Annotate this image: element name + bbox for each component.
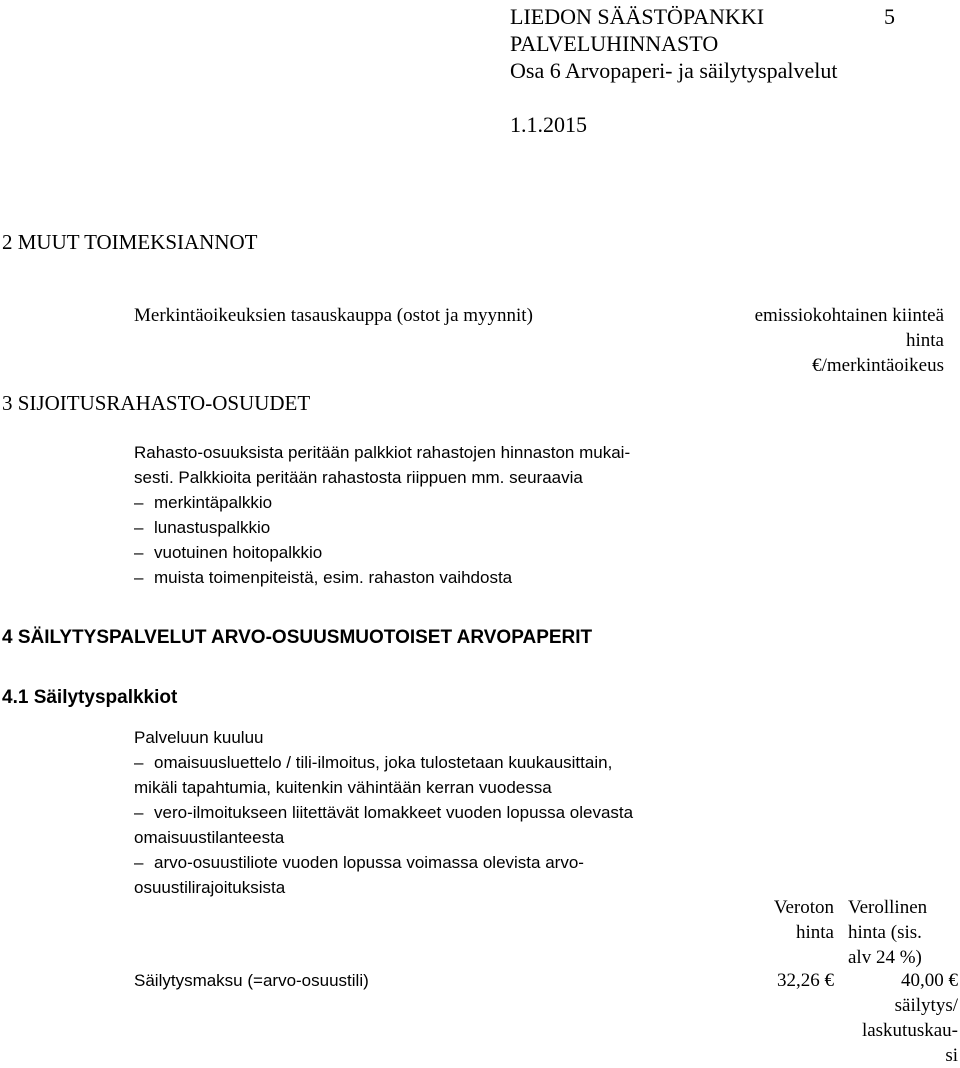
price-line: €/merkintäoikeus [812, 355, 944, 376]
dash-marker: – [134, 853, 144, 872]
document-title: PALVELUHINNASTO [510, 31, 719, 56]
list-item-text: omaisuustilanteesta [134, 828, 285, 847]
row-note [840, 993, 958, 1068]
section-4-heading: 4 SÄILYTYSPALVELUT ARVO-OSUUSMUOTOISET ARVOPAPERIT [2, 627, 593, 648]
list-item-text: merkintäpalkkio [154, 493, 273, 512]
header-line: hinta [796, 922, 834, 943]
header-line: hinta (sis. [848, 922, 922, 943]
dash-marker: – [134, 518, 144, 537]
paragraph-line: Rahasto-osuuksista peritään palkkiot rahastojen hinnaston mukai- [134, 443, 631, 462]
part-title: Osa 6 Arvopaperi- ja säilytyspalvelut [510, 58, 838, 83]
list-item-text: osuustilirajoituksista [134, 878, 286, 897]
list-item [134, 565, 630, 590]
list-item-text: muista toimenpiteistä, esim. rahaston vaihdosta [154, 568, 513, 587]
list-item [134, 490, 630, 515]
section-2-item-price [640, 303, 944, 378]
dash-marker: – [134, 803, 144, 822]
section-2-heading: 2 MUUT TOIMEKSIANNOT [2, 230, 258, 254]
bank-name: LIEDON SÄÄSTÖPANKKI [510, 4, 765, 29]
note-line: si [945, 1045, 958, 1066]
col-header-veroton [740, 895, 834, 945]
price-line: emissiokohtainen kiinteä [754, 305, 944, 326]
price-line: hinta [906, 330, 944, 351]
list-item [134, 515, 630, 540]
row-label: Säilytysmaksu (=arvo-osuustili) [134, 971, 369, 990]
list-item [134, 800, 633, 825]
list-item-text: omaisuusluettelo / tili-ilmoitus, joka tulostetaan kuukausittain, [154, 753, 613, 772]
list-item [134, 850, 633, 875]
note-line: laskutuskau- [861, 1020, 958, 1041]
list-item-text: lunastuspalkkio [154, 518, 271, 537]
list-item-text: vuotuinen hoitopalkkio [154, 543, 323, 562]
list-item-text: arvo-osuustiliote vuoden lopussa voimassa olevista arvo- [154, 853, 584, 872]
document-date: 1.1.2015 [510, 112, 587, 137]
section-3-paragraph [134, 440, 630, 590]
intro-text: Palveluun kuuluu [134, 728, 264, 747]
dash-marker: – [134, 568, 144, 587]
list-item [134, 875, 633, 900]
list-item [134, 750, 633, 775]
header-line: alv 24 %) [848, 947, 922, 968]
service-list [134, 750, 633, 900]
list-item [134, 775, 633, 800]
dash-marker: – [134, 753, 144, 772]
list-item-text: vero-ilmoitukseen liitettävät lomakkeet vuoden lopussa olevasta [154, 803, 634, 822]
dash-marker: – [134, 493, 144, 512]
paragraph-line: sesti. Palkkioita peritään rahastosta riippuen mm. seuraavia [134, 468, 583, 487]
row-value-verollinen: 40,00 € [901, 970, 958, 991]
header-line: Veroton [773, 897, 834, 918]
note-line: säilytys/ [894, 995, 958, 1016]
section-4-1-heading: 4.1 Säilytyspalkkiot [2, 687, 178, 708]
page-number: 5 [884, 4, 895, 29]
list-item [134, 540, 630, 565]
col-header-verollinen [848, 895, 927, 970]
section-4-content [134, 725, 633, 900]
list-item [134, 825, 633, 850]
section-3-heading: 3 SIJOITUSRAHASTO-OSUUDET [2, 391, 311, 415]
header-line: Verollinen [848, 897, 928, 918]
dash-marker: – [134, 543, 144, 562]
section-2-item-label: Merkintäoikeuksien tasauskauppa (ostot ja myynnit) [134, 305, 533, 326]
row-value-veroton: 32,26 € [777, 970, 834, 991]
section-3-bullet-list [134, 490, 630, 590]
list-item-text: mikäli tapahtumia, kuitenkin vähintään kerran vuodessa [134, 778, 552, 797]
